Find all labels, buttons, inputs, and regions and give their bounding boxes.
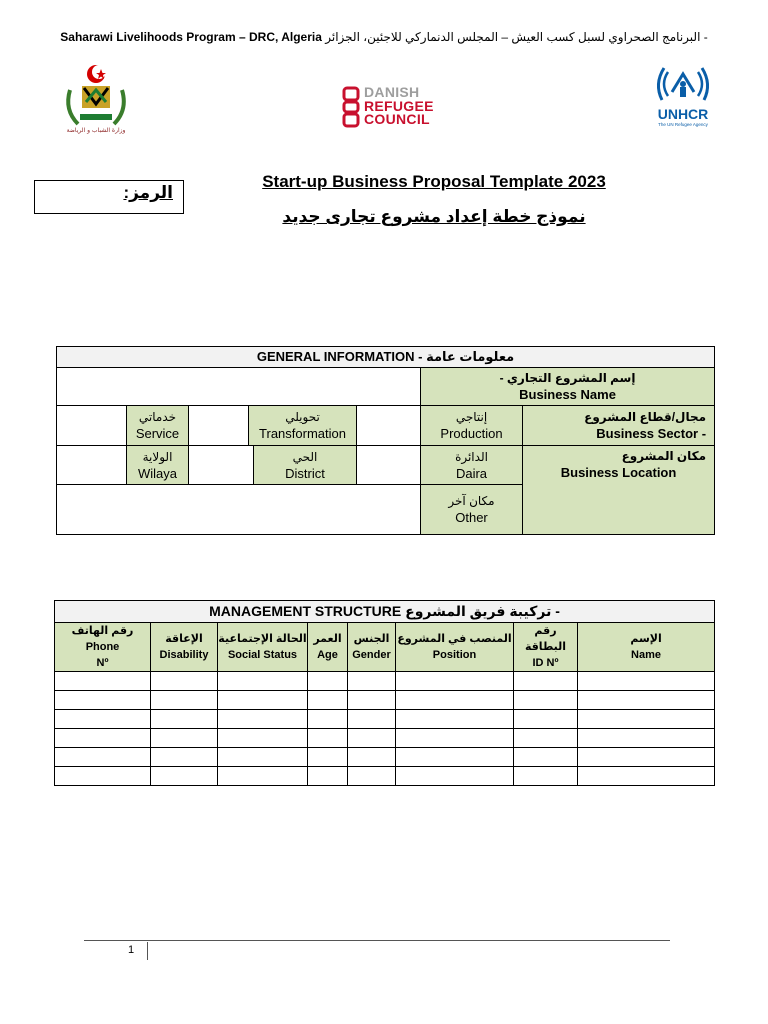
table-cell-input[interactable]	[348, 729, 396, 748]
program-header	[0, 30, 768, 44]
service-label-ar: خدماتي	[138, 410, 177, 424]
business-name-label-en: Business Name	[519, 387, 616, 402]
table-cell-input[interactable]	[218, 767, 308, 786]
business-location-label	[523, 446, 715, 535]
table-cell-input[interactable]	[514, 767, 578, 786]
table-cell-input[interactable]	[348, 710, 396, 729]
table-cell-input[interactable]	[396, 672, 514, 691]
table-cell-input[interactable]	[578, 710, 715, 729]
wilaya-label-ar: الولاية	[142, 449, 173, 464]
district-label-en: District	[285, 465, 325, 481]
table-row	[55, 729, 715, 748]
business-sector-label	[523, 406, 715, 446]
table-cell-input[interactable]	[55, 672, 151, 691]
table-cell-input[interactable]	[348, 691, 396, 710]
service-label-en: Service	[135, 426, 180, 441]
drc-line-1: DANISH	[364, 84, 420, 100]
table-cell-input[interactable]	[308, 672, 348, 691]
district-group	[189, 446, 357, 485]
column-header-gender-ar: الجنس	[353, 633, 390, 645]
district-label-ar: الحي	[292, 449, 318, 464]
drc-mark-icon	[340, 86, 362, 128]
table-cell-input[interactable]	[396, 710, 514, 729]
table-cell-input[interactable]	[151, 691, 218, 710]
wilaya-label	[127, 446, 189, 485]
column-header-social-status-en: Social Status	[227, 649, 298, 661]
table-cell-input[interactable]	[396, 691, 514, 710]
table-cell-input[interactable]	[151, 710, 218, 729]
column-header-name-en: Name	[631, 649, 661, 661]
program-title-ar: - البرنامج الصحراوي لسبل كسب العيش – المجلس الدنماركي للاجئين، الجزائر	[325, 30, 708, 44]
table-cell-input[interactable]	[151, 748, 218, 767]
business-location-label-en: Business Location	[560, 465, 677, 480]
business-name-input[interactable]	[57, 368, 421, 406]
daira-input[interactable]	[357, 446, 421, 485]
unhcr-tagline: The UN Refugee Agency	[658, 122, 708, 127]
table-row	[55, 672, 715, 691]
other-location-input[interactable]	[57, 485, 421, 535]
svg-text:وزارة الشباب و الرياضة: وزارة الشباب و الرياضة	[66, 127, 126, 134]
unhcr-name: UNHCR	[657, 106, 709, 122]
column-header-social-status	[218, 623, 308, 672]
production-label-en: Production	[440, 426, 503, 441]
table-cell-input[interactable]	[514, 691, 578, 710]
column-header-age-en: Age	[317, 649, 338, 661]
table-row	[55, 767, 715, 786]
management-header-en: MANAGEMENT STRUCTURE	[209, 603, 402, 619]
daira-label-ar: الدائرة	[455, 449, 488, 464]
business-sector-label-ar: مجال/قطاع المشروع	[584, 410, 707, 424]
column-header-gender	[348, 623, 396, 672]
column-header-phone-en-2: Nº	[96, 657, 109, 669]
table-cell-input[interactable]	[151, 672, 218, 691]
page-number: 1	[128, 944, 135, 956]
column-header-phone-en-1: Phone	[85, 641, 120, 653]
service-checkbox[interactable]	[57, 406, 127, 446]
general-information-table	[56, 346, 715, 535]
table-cell-input[interactable]	[151, 729, 218, 748]
district-label	[254, 446, 357, 484]
column-header-name	[578, 623, 715, 672]
program-title-en: Saharawi Livelihoods Program – DRC, Algeria	[60, 30, 322, 44]
table-cell-input[interactable]	[514, 748, 578, 767]
table-cell-input[interactable]	[55, 710, 151, 729]
saharawi-ministry-logo	[60, 60, 132, 138]
column-header-id-en: ID Nº	[532, 657, 559, 669]
table-cell-input[interactable]	[218, 748, 308, 767]
other-label-ar: مكان آخر	[448, 494, 495, 508]
table-cell-input[interactable]	[578, 691, 715, 710]
business-sector-label-en: Business Sector -	[596, 426, 707, 441]
table-cell-input[interactable]	[55, 748, 151, 767]
transformation-label-ar: تحويلي	[285, 410, 320, 424]
column-header-phone	[55, 623, 151, 672]
other-label	[421, 485, 523, 535]
other-label-en: Other	[455, 510, 488, 525]
production-label-ar: إنتاجي	[455, 410, 488, 424]
table-cell-input[interactable]	[578, 767, 715, 786]
general-info-header-en: GENERAL INFORMATION	[256, 349, 415, 364]
column-header-name-ar: الإسم	[630, 633, 662, 645]
table-cell-input[interactable]	[218, 729, 308, 748]
drc-line-3: COUNCIL	[364, 111, 430, 127]
table-cell-input[interactable]	[396, 748, 514, 767]
column-header-age-ar: العمر	[313, 633, 342, 645]
footer-divider	[147, 942, 148, 960]
column-header-position	[396, 623, 514, 672]
daira-label-en: Daira	[455, 465, 488, 481]
table-cell-input[interactable]	[578, 729, 715, 748]
column-header-position-ar: المنصب في المشروع	[397, 633, 512, 645]
table-cell-input[interactable]	[55, 691, 151, 710]
service-label	[127, 406, 189, 446]
business-name-label-ar: إسم المشروع التجاري -	[499, 371, 636, 385]
table-cell-input[interactable]	[348, 767, 396, 786]
production-checkbox[interactable]	[357, 406, 421, 446]
table-cell-input[interactable]	[578, 672, 715, 691]
table-cell-input[interactable]	[308, 710, 348, 729]
management-header	[55, 601, 715, 623]
wilaya-label-en: Wilaya	[137, 465, 177, 481]
table-cell-input[interactable]	[218, 710, 308, 729]
production-label	[421, 406, 523, 446]
drc-line-2: REFUGEE	[364, 97, 434, 114]
code-label: الرمز:	[123, 183, 173, 202]
table-cell-input[interactable]	[514, 729, 578, 748]
management-column-headers	[55, 623, 715, 672]
business-location-label-ar: مكان المشروع	[621, 449, 707, 463]
table-cell-input[interactable]	[308, 691, 348, 710]
unhcr-logo	[648, 62, 718, 130]
table-cell-input[interactable]	[218, 691, 308, 710]
table-row	[55, 691, 715, 710]
management-header-ar: - تركيبة فريق المشروع	[405, 603, 560, 619]
management-rows	[55, 672, 715, 786]
column-header-disability-ar: الإعاقة	[165, 633, 203, 645]
column-header-position-en: Position	[432, 649, 477, 661]
table-cell-input[interactable]	[514, 672, 578, 691]
table-cell-input[interactable]	[396, 767, 514, 786]
page-title-ar: نموذج خطة إعداد مشروع تجارى جديد	[282, 207, 586, 226]
wilaya-input[interactable]	[57, 446, 127, 485]
business-name-label	[421, 368, 715, 406]
page-title-en: Start-up Business Proposal Template 2023	[262, 172, 606, 191]
column-header-disability	[151, 623, 218, 672]
management-structure-table	[54, 600, 715, 786]
table-cell-input[interactable]	[55, 729, 151, 748]
table-cell-input[interactable]	[348, 672, 396, 691]
column-header-id-ar: رقم البطاقة	[524, 625, 567, 653]
column-header-id	[514, 623, 578, 672]
unhcr-emblem-icon	[648, 62, 718, 106]
daira-label	[421, 446, 523, 485]
column-header-age	[308, 623, 348, 672]
general-info-header	[57, 347, 715, 368]
table-cell-input[interactable]	[218, 672, 308, 691]
table-row	[55, 748, 715, 767]
table-cell-input[interactable]	[308, 748, 348, 767]
table-cell-input[interactable]	[514, 710, 578, 729]
footer-rule	[84, 940, 670, 941]
column-header-gender-en: Gender	[352, 649, 391, 661]
table-cell-input[interactable]	[578, 748, 715, 767]
table-cell-input[interactable]	[308, 767, 348, 786]
district-input[interactable]	[189, 446, 254, 484]
transformation-label	[249, 406, 357, 446]
table-cell-input[interactable]	[396, 729, 514, 748]
table-cell-input[interactable]	[151, 767, 218, 786]
column-header-disability-en: Disability	[159, 649, 209, 661]
table-cell-input[interactable]	[348, 748, 396, 767]
column-header-social-status-ar: الحالة الإجتماعية	[218, 633, 307, 645]
column-header-phone-ar: رقم الهاتف	[71, 625, 134, 637]
table-row	[55, 710, 715, 729]
drc-logo	[340, 86, 440, 128]
table-cell-input[interactable]	[308, 729, 348, 748]
transformation-checkbox[interactable]	[189, 406, 249, 446]
table-cell-input[interactable]	[55, 767, 151, 786]
transformation-label-en: Transformation	[259, 426, 346, 441]
general-info-header-ar: معلومات عامة -	[418, 349, 515, 364]
